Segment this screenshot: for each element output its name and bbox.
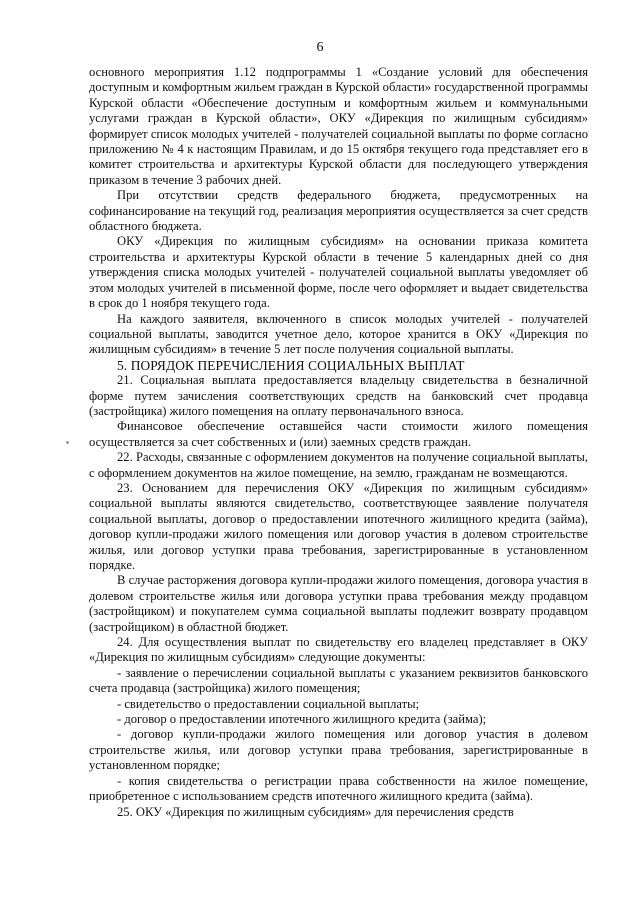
document-body bbox=[89, 65, 588, 820]
section-heading: 5. ПОРЯДОК ПЕРЕЧИСЛЕНИЯ СОЦИАЛЬНЫХ ВЫПЛАТ bbox=[117, 357, 465, 373]
paragraph: В случае расторжения договора купли-продажи жилого помещения, договора участия в долевом строительстве жилья или договора уступки права требования между продавцом (застройщиком) и покупателем сумма социальной выплаты подлежит возврату продавцом (застройщиком) в областной бюджет. bbox=[89, 573, 588, 634]
paragraph: основного мероприятия 1.12 подпрограммы 1 «Создание условий для обеспечения доступным и комфортным жильем граждан в Курской области» государственной программы Курской области «Обеспечение доступным и комфортным жильем и коммунальными услугами граждан в Курской области», ОКУ «Дирекция по жилищным субсидиям» формирует список молодых учителей - получателей социальной выплаты по форме согласно приложению № 4 к настоящим Правилам, и до 15 октября текущего года представляет его в комитет строительства и архитектуры Курской области для последующего утверждения приказом в течение 3 рабочих дней. bbox=[89, 65, 588, 187]
paragraph: 25. ОКУ «Дирекция по жилищным субсидиям» для перечисления средств bbox=[117, 804, 514, 819]
list-item: - заявление о перечислении социальной выплаты с указанием реквизитов банковского счета продавца (застройщика) жилого помещения; bbox=[89, 665, 588, 696]
paragraph: На каждого заявителя, включенного в список молодых учителей - получателей социальной выплаты, заводится учетное дело, которое хранится в ОКУ «Дирекция по жилищным субсидиям» в течение 5 лет после получения социальной выплаты. bbox=[89, 311, 588, 357]
paragraph: 22. Расходы, связанные с оформлением документов на получение социальной выплаты, с оформлением документов на жилое помещение, на землю, гражданам не возмещаются. bbox=[89, 450, 588, 480]
paragraph: 21. Социальная выплата предоставляется владельцу свидетельства в безналичной форме путем зачисления соответствующих средств на банковский счет продавца (застройщика) жилого помещения на оплату первоначального взноса. bbox=[89, 373, 588, 418]
paragraph: ОКУ «Дирекция по жилищным субсидиям» на основании приказа комитета строительства и архитектуры Курской области в течение 5 календарных дней со дня утверждения списка молодых учителей - получателей социальной выплаты уведомляет об этом молодых учителей в письменной форме, после чего оформляет и выдает свидетельства в срок до 1 ноября текущего года. bbox=[89, 234, 588, 311]
paragraph: 24. Для осуществления выплат по свидетельству его владелец представляет в ОКУ «Дирекция по жилищным субсидиям» следующие документы: bbox=[89, 635, 588, 665]
paragraph: Финансовое обеспечение оставшейся части стоимости жилого помещения осуществляется за счет собственных и (или) заемных средств граждан. bbox=[89, 419, 588, 449]
list-item: - договор о предоставлении ипотечного жилищного кредита (займа); bbox=[117, 712, 487, 727]
paragraph: 23. Основанием для перечисления ОКУ «Дирекция по жилищным субсидиям» социальной выплаты являются свидетельство, соответствующее заявление получателя социальной выплаты, договор о предоставлении ипотечного жилищного кредита (займа), договор купли-продажи жилого помещения или договор участия в долевом строительстве жилья, или договор уступки права требования, зарегистрированные в установленном порядке. bbox=[89, 480, 588, 572]
margin-mark bbox=[66, 441, 69, 444]
list-item: - свидетельство о предоставлении социальной выплаты; bbox=[117, 696, 420, 711]
list-item: - договор купли-продажи жилого помещения или договор участия в долевом строительстве жилья, или договор уступки права требования, зарегистрированные в установленном порядке; bbox=[89, 727, 588, 773]
paragraph: При отсутствии средств федерального бюджета, предусмотренных на софинансирование на текущий год, реализация мероприятия осуществляется за счет средств областного бюджета. bbox=[89, 188, 588, 234]
page-number: 6 bbox=[316, 40, 324, 55]
list-item: - копия свидетельства о регистрации права собственности на жилое помещение, приобретенное с использованием средств ипотечного жилищного кредита (займа). bbox=[89, 773, 588, 804]
